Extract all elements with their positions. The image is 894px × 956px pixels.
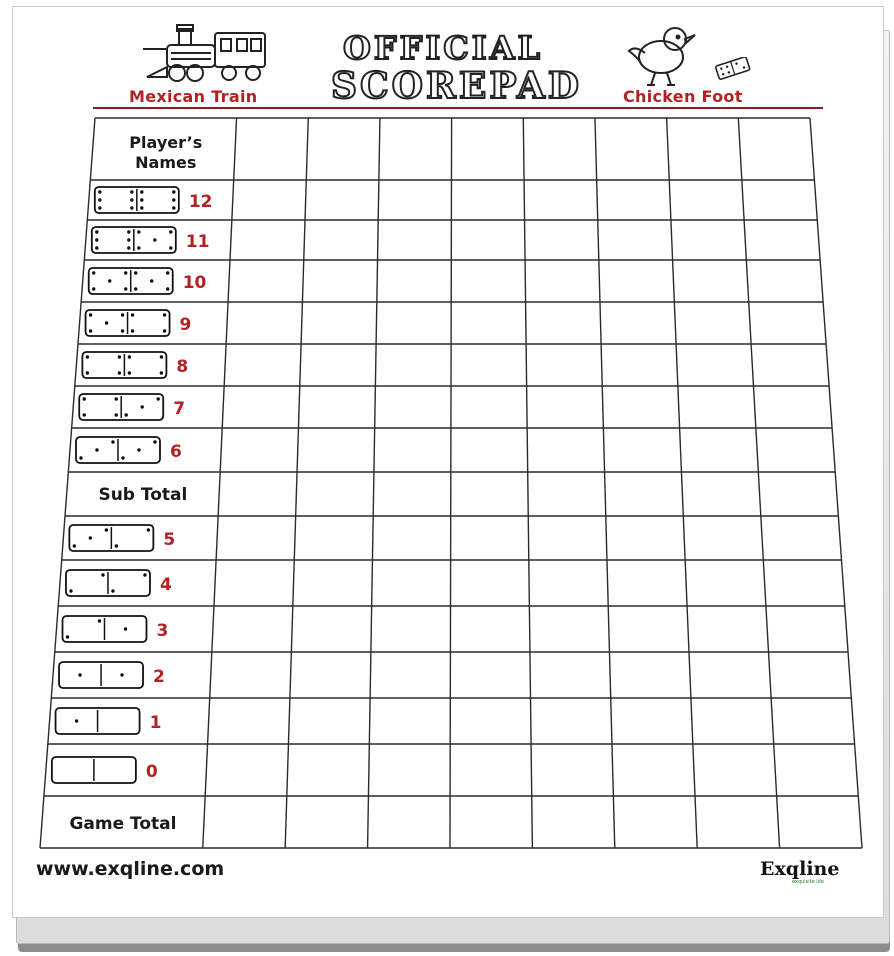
- scorepad-title-line1: OFFICIAL: [343, 29, 544, 67]
- score-cell[interactable]: [294, 516, 373, 560]
- score-cell[interactable]: [607, 560, 687, 606]
- domino-7-icon: [79, 394, 163, 420]
- players-header-line1: Player’s: [129, 133, 203, 152]
- score-cell[interactable]: [301, 302, 377, 344]
- score-cell[interactable]: [529, 606, 609, 652]
- row-label-12: 12: [188, 192, 213, 212]
- game-total-cell[interactable]: [613, 796, 697, 848]
- score-cell[interactable]: [378, 220, 452, 260]
- score-cell[interactable]: [530, 652, 611, 698]
- mexican-train-label: Mexican Train: [129, 87, 258, 106]
- score-cell[interactable]: [758, 472, 838, 516]
- row-label-2: 2: [153, 667, 165, 687]
- player-name-cell[interactable]: [595, 118, 669, 180]
- row-label-11: 11: [185, 232, 210, 252]
- score-cell[interactable]: [208, 698, 290, 744]
- score-cell[interactable]: [680, 428, 759, 472]
- game-total-cell[interactable]: [777, 796, 862, 848]
- score-cell[interactable]: [375, 386, 451, 428]
- website-url: www.exqline.com: [36, 858, 225, 880]
- score-cell[interactable]: [676, 344, 753, 386]
- score-cell[interactable]: [214, 560, 294, 606]
- score-cell[interactable]: [691, 698, 774, 744]
- score-cell[interactable]: [742, 180, 817, 220]
- score-cell[interactable]: [450, 606, 530, 652]
- score-cell[interactable]: [681, 472, 760, 516]
- score-cell[interactable]: [693, 744, 777, 796]
- score-cell[interactable]: [378, 180, 451, 220]
- score-cell[interactable]: [451, 344, 527, 386]
- player-name-cell[interactable]: [451, 118, 524, 180]
- game-total-label: Game Total: [69, 814, 177, 834]
- score-cell[interactable]: [763, 560, 844, 606]
- chicken-foot-label: Chicken Foot: [623, 87, 743, 106]
- score-cell[interactable]: [305, 180, 379, 220]
- score-cell[interactable]: [766, 606, 848, 652]
- game-total-cell[interactable]: [532, 796, 615, 848]
- domino-5-icon: [69, 525, 153, 551]
- score-cell[interactable]: [683, 516, 763, 560]
- score-cell[interactable]: [605, 472, 684, 516]
- score-cell[interactable]: [674, 302, 751, 344]
- score-cell[interactable]: [669, 180, 744, 220]
- score-cell[interactable]: [450, 744, 532, 796]
- score-cell[interactable]: [525, 260, 600, 302]
- domino-9-icon: [86, 310, 170, 336]
- score-cell[interactable]: [531, 698, 612, 744]
- game-total-cell[interactable]: [203, 796, 287, 848]
- domino-10-icon: [89, 268, 173, 294]
- score-cell[interactable]: [689, 652, 771, 698]
- score-cell[interactable]: [673, 260, 749, 302]
- score-cell[interactable]: [527, 386, 604, 428]
- score-cell[interactable]: [220, 428, 298, 472]
- score-cell[interactable]: [527, 428, 604, 472]
- domino-1-icon: [56, 708, 140, 734]
- score-cell[interactable]: [599, 260, 675, 302]
- brand-logo: Exqline: [760, 858, 840, 880]
- score-cell[interactable]: [451, 472, 529, 516]
- score-cell[interactable]: [598, 220, 673, 260]
- score-cell[interactable]: [771, 698, 854, 744]
- score-cell[interactable]: [751, 344, 829, 386]
- score-cell[interactable]: [687, 606, 768, 652]
- score-cell[interactable]: [293, 560, 373, 606]
- score-cell[interactable]: [297, 428, 375, 472]
- player-name-cell[interactable]: [667, 118, 742, 180]
- domino-3-icon: [63, 616, 147, 642]
- score-cell[interactable]: [370, 652, 450, 698]
- row-label-3: 3: [156, 621, 169, 641]
- subtotal-label: Sub Total: [98, 485, 188, 505]
- game-total-cell[interactable]: [368, 796, 451, 848]
- score-cell[interactable]: [371, 606, 451, 652]
- score-cell[interactable]: [368, 744, 450, 796]
- score-cell[interactable]: [756, 428, 835, 472]
- domino-0-icon: [52, 757, 136, 783]
- score-cell[interactable]: [376, 302, 451, 344]
- game-total-cell[interactable]: [285, 796, 368, 848]
- score-cell[interactable]: [746, 260, 823, 302]
- score-cell[interactable]: [451, 260, 525, 302]
- score-cell[interactable]: [451, 428, 528, 472]
- domino-2-icon: [59, 662, 143, 688]
- game-total-cell[interactable]: [450, 796, 532, 848]
- score-cell[interactable]: [450, 652, 530, 698]
- score-cell[interactable]: [526, 302, 602, 344]
- row-label-4: 4: [159, 575, 172, 595]
- row-label-5: 5: [163, 530, 176, 550]
- score-cell[interactable]: [291, 606, 371, 652]
- game-total-cell[interactable]: [695, 796, 780, 848]
- score-cell[interactable]: [304, 220, 378, 260]
- player-name-cell[interactable]: [379, 118, 452, 180]
- row-label-6: 6: [169, 442, 182, 462]
- score-cell[interactable]: [611, 698, 693, 744]
- score-cell[interactable]: [774, 744, 859, 796]
- score-cell[interactable]: [451, 516, 529, 560]
- score-cell[interactable]: [222, 386, 300, 428]
- score-cell[interactable]: [744, 220, 820, 260]
- domino-12-icon: [95, 187, 179, 213]
- row-label-7: 7: [173, 399, 186, 419]
- score-cell[interactable]: [451, 386, 527, 428]
- score-cell[interactable]: [287, 744, 370, 796]
- players-header-line2: Names: [135, 153, 197, 172]
- score-cell[interactable]: [602, 386, 679, 428]
- score-cell[interactable]: [224, 344, 301, 386]
- brand-tagline: exquisite life: [792, 879, 824, 885]
- score-cell[interactable]: [597, 180, 671, 220]
- score-cell[interactable]: [451, 220, 525, 260]
- row-label-0: 0: [145, 762, 158, 782]
- score-cell[interactable]: [451, 560, 530, 606]
- score-cell[interactable]: [528, 516, 607, 560]
- score-cell[interactable]: [216, 516, 296, 560]
- score-cell[interactable]: [451, 180, 524, 220]
- score-cell[interactable]: [753, 386, 832, 428]
- row-label-1: 1: [149, 713, 162, 733]
- domino-11-icon: [92, 227, 176, 253]
- score-cell[interactable]: [218, 472, 297, 516]
- score-cell[interactable]: [375, 344, 451, 386]
- score-cell[interactable]: [769, 652, 852, 698]
- domino-8-icon: [82, 352, 166, 378]
- score-cell[interactable]: [290, 652, 371, 698]
- score-cell[interactable]: [302, 260, 377, 302]
- score-cell[interactable]: [300, 344, 376, 386]
- score-cell[interactable]: [205, 744, 288, 796]
- score-cell[interactable]: [609, 652, 690, 698]
- score-cell[interactable]: [526, 344, 602, 386]
- score-cell[interactable]: [372, 560, 451, 606]
- score-cell[interactable]: [372, 516, 450, 560]
- player-name-cell[interactable]: [738, 118, 814, 180]
- scorepad-title-line2: SCOREPAD: [331, 65, 582, 107]
- score-cell[interactable]: [600, 302, 676, 344]
- score-cell[interactable]: [288, 698, 370, 744]
- score-cell[interactable]: [608, 606, 689, 652]
- score-cell[interactable]: [296, 472, 374, 516]
- score-cell[interactable]: [450, 698, 531, 744]
- score-cell[interactable]: [603, 428, 681, 472]
- score-cell[interactable]: [601, 344, 678, 386]
- row-label-10: 10: [182, 273, 207, 293]
- score-cell[interactable]: [761, 516, 842, 560]
- score-cell[interactable]: [298, 386, 375, 428]
- score-cell[interactable]: [678, 386, 756, 428]
- score-cell[interactable]: [373, 472, 451, 516]
- row-label-8: 8: [176, 357, 189, 377]
- score-cell[interactable]: [529, 560, 608, 606]
- score-cell[interactable]: [210, 652, 292, 698]
- score-cell[interactable]: [525, 220, 599, 260]
- score-cell[interactable]: [606, 516, 685, 560]
- player-name-cell[interactable]: [234, 118, 309, 180]
- score-cell[interactable]: [374, 428, 451, 472]
- score-cell[interactable]: [671, 220, 746, 260]
- score-cell[interactable]: [230, 220, 305, 260]
- player-name-cell[interactable]: [306, 118, 380, 180]
- player-name-cell[interactable]: [523, 118, 596, 180]
- score-cell[interactable]: [226, 302, 302, 344]
- score-cell[interactable]: [451, 302, 526, 344]
- score-cell[interactable]: [528, 472, 606, 516]
- score-cell[interactable]: [232, 180, 306, 220]
- score-cell[interactable]: [524, 180, 598, 220]
- domino-4-icon: [66, 570, 150, 596]
- score-cell[interactable]: [377, 260, 451, 302]
- grid-column-line: [40, 118, 95, 848]
- score-cell[interactable]: [531, 744, 613, 796]
- score-cell[interactable]: [749, 302, 826, 344]
- score-cell[interactable]: [228, 260, 304, 302]
- row-label-9: 9: [179, 315, 192, 335]
- score-cell[interactable]: [685, 560, 766, 606]
- score-cell[interactable]: [612, 744, 695, 796]
- domino-6-icon: [76, 437, 160, 463]
- score-cell[interactable]: [369, 698, 450, 744]
- score-cell[interactable]: [212, 606, 293, 652]
